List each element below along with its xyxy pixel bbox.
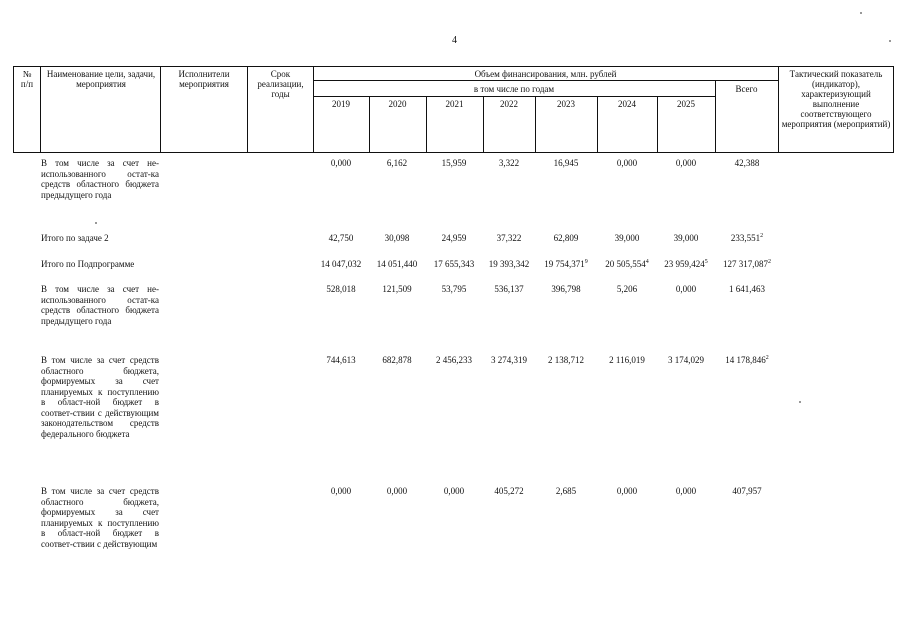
value-2021: 53,795 bbox=[441, 284, 467, 294]
header-total: Всего bbox=[735, 84, 758, 94]
value-2022: 3 274,319 bbox=[491, 355, 527, 365]
footnote-marker: 9 bbox=[584, 259, 588, 265]
value-total: 42,388 bbox=[734, 158, 760, 168]
scan-speck bbox=[799, 401, 801, 403]
value-2022: 19 393,342 bbox=[488, 259, 530, 269]
header-year-2024: 2024 bbox=[618, 99, 636, 109]
value-2023: 2,685 bbox=[555, 486, 577, 496]
header-num: № п/п bbox=[20, 69, 34, 89]
header-indicator: Тактический показатель (индикатор), характеризующий выполнение соответствующего мероприятия (мероприятий) bbox=[781, 69, 891, 129]
value-2021: 17 655,343 bbox=[433, 259, 475, 269]
value-2020: 121,509 bbox=[382, 284, 412, 294]
header-executors: Исполнители мероприятия bbox=[178, 69, 230, 89]
header-year-2020: 2020 bbox=[388, 99, 407, 109]
row-description: В том числе за счет не-использованного остат-ка средств областного бюджета предыдущего года bbox=[41, 284, 159, 326]
header-year-2022: 2022 bbox=[500, 99, 518, 109]
header-year-2025: 2025 bbox=[677, 99, 695, 109]
value-2023: 396,798 bbox=[551, 284, 581, 294]
scan-speck bbox=[860, 12, 862, 14]
value-2025: 0,000 bbox=[675, 486, 697, 496]
value-2021: 15,959 bbox=[441, 158, 467, 168]
value-2019: 744,613 bbox=[326, 355, 356, 365]
page-number: 4 bbox=[452, 35, 457, 46]
footnote-marker: 5 bbox=[704, 259, 708, 265]
row-description: Итого по Подпрограмме bbox=[41, 259, 135, 269]
header-name: Наименование цели, задачи, мероприятия bbox=[46, 69, 156, 89]
value-2025: 3 174,029 bbox=[668, 355, 704, 365]
scan-speck bbox=[889, 40, 891, 42]
value-2021: 2 456,233 bbox=[436, 355, 472, 365]
value-2019: 0,000 bbox=[330, 158, 352, 168]
value-2024: 0,000 bbox=[616, 158, 638, 168]
value-2023: 2 138,712 bbox=[548, 355, 584, 365]
value-total: 233,551$^2$ bbox=[730, 233, 764, 243]
header-year-2019: 2019 bbox=[332, 99, 350, 109]
value-2024: 20 505,554$^4$ bbox=[605, 259, 649, 269]
value-2024: 39,000 bbox=[614, 233, 640, 243]
footnote-marker: 2 bbox=[765, 355, 769, 361]
value-2024: 5,206 bbox=[616, 284, 638, 294]
value-2019: 528,018 bbox=[326, 284, 356, 294]
scan-speck bbox=[95, 222, 97, 224]
header-year-2021: 2021 bbox=[445, 99, 464, 109]
footnote-marker: 2 bbox=[768, 259, 771, 265]
value-2023: 16,945 bbox=[553, 158, 579, 168]
value-total: 407,957 bbox=[732, 486, 762, 496]
footnote-marker: 2 bbox=[760, 233, 764, 239]
row-description: В том числе за счет средств областного бюджета, формируемых за счет планируемых к поступлению в област-ной бюджет в соответ-ствии с действующим законодательством средств федерального бюджета bbox=[41, 355, 159, 439]
value-2020: 14 051,440 bbox=[376, 259, 418, 269]
value-2025: 0,000 bbox=[675, 284, 697, 294]
row-description: В том числе за счет не-использованного остат-ка средств областного бюджета предыдущего года bbox=[41, 158, 159, 200]
value-2020: 6,162 bbox=[386, 158, 408, 168]
row-description: В том числе за счет средств областного бюджета, формируемых за счет планируемых к поступлению в област-ной бюджет в соответ-ствии с действующим bbox=[41, 486, 159, 549]
value-2020: 682,878 bbox=[382, 355, 412, 365]
value-2022: 536,137 bbox=[494, 284, 524, 294]
header-funding: Объем финансирования, млн. рублей bbox=[474, 69, 617, 79]
row-description: Итого по задаче 2 bbox=[41, 233, 109, 243]
value-2023: 62,809 bbox=[553, 233, 579, 243]
value-2019: 42,750 bbox=[328, 233, 354, 243]
value-2024: 2 116,019 bbox=[609, 355, 645, 365]
header-year-2023: 2023 bbox=[557, 99, 575, 109]
value-total: 1 641,463 bbox=[729, 284, 765, 294]
value-2022: 405,272 bbox=[494, 486, 524, 496]
value-2025: 23 959,424$^5$ bbox=[664, 259, 708, 269]
value-2023: 19 754,371$^9$ bbox=[544, 259, 588, 269]
value-2025: 39,000 bbox=[673, 233, 699, 243]
value-2020: 0,000 bbox=[386, 486, 408, 496]
value-2019: 0,000 bbox=[330, 486, 352, 496]
value-total: 14 178,846$^2$ bbox=[725, 355, 769, 365]
value-2021: 24,959 bbox=[441, 233, 467, 243]
value-2022: 3,322 bbox=[498, 158, 520, 168]
header-by-years: в том числе по годам bbox=[473, 84, 555, 94]
value-2024: 0,000 bbox=[616, 486, 638, 496]
value-total: 127 317,087$^2$ bbox=[723, 259, 771, 269]
header-term: Срок реализации, годы bbox=[257, 69, 304, 99]
value-2022: 37,322 bbox=[496, 233, 522, 243]
value-2025: 0,000 bbox=[675, 158, 697, 168]
footnote-marker: 4 bbox=[645, 259, 649, 265]
value-2020: 30,098 bbox=[384, 233, 410, 243]
value-2021: 0,000 bbox=[443, 486, 465, 496]
value-2019: 14 047,032 bbox=[320, 259, 362, 269]
